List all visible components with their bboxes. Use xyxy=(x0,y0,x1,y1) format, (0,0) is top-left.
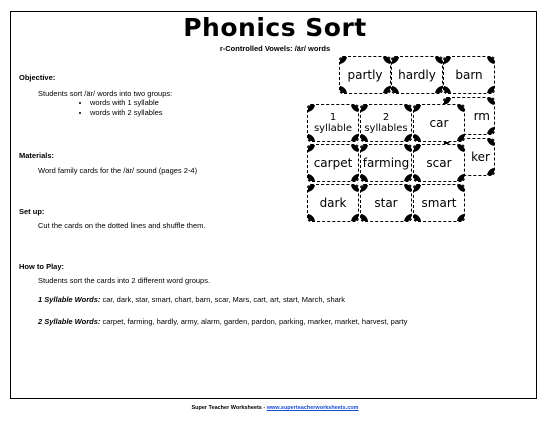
card-partial-marker: ker xyxy=(443,138,495,176)
card-car: car xyxy=(413,104,465,142)
materials-text: Word family cards for the /är/ sound (pages 2-4) xyxy=(38,166,198,175)
bullet-one-syllable: • words with 1 syllable xyxy=(90,98,163,108)
setup-heading: Set up: xyxy=(19,207,45,216)
objective-heading: Objective: xyxy=(19,73,56,82)
objective-bullets xyxy=(80,98,163,117)
bullet-two-syllables: • words with 2 syllables xyxy=(90,108,163,118)
page-title: Phonics Sort xyxy=(183,13,367,42)
card-2-syllables: 2 syllables xyxy=(360,104,412,142)
card-carpet: carpet xyxy=(307,144,359,182)
materials-heading: Materials: xyxy=(19,151,55,160)
objective-text: Students sort /är/ words into two groups: xyxy=(38,89,173,98)
one-syllable-words xyxy=(38,295,345,304)
card-partial-arm: rm xyxy=(443,97,495,135)
setup-text: Cut the cards on the dotted lines and shuffle them. xyxy=(38,221,206,230)
footer xyxy=(0,405,550,411)
card-farming: farming xyxy=(360,144,412,182)
card-dark: dark xyxy=(307,184,359,222)
howto-heading: How to Play: xyxy=(19,262,65,271)
card-partly: partly xyxy=(339,56,391,94)
page-subtitle: r-Controlled Vowels: /är/ words xyxy=(219,44,331,53)
card-barn: barn xyxy=(443,56,495,94)
one-syllable-list: car, dark, star, smart, chart, barn, scar, Mars, cart, art, start, March, shark xyxy=(102,295,346,304)
two-syllable-list: carpet, farming, hardly, army, alarm, garden, pardon, parking, marker, market, harvest, party xyxy=(102,317,408,326)
howto-text: Students sort the cards into 2 different word groups. xyxy=(38,276,211,285)
card-scar: scar xyxy=(413,144,465,182)
one-syllable-label: 1 Syllable Words: xyxy=(38,295,101,304)
card-hardly: hardly xyxy=(391,56,443,94)
footer-link[interactable]: www.superteacherworksheets.com xyxy=(266,405,359,411)
two-syllable-label: 2 Syllable Words: xyxy=(38,317,101,326)
card-1-syllable: 1 syllable xyxy=(307,104,359,142)
card-smart: smart xyxy=(413,184,465,222)
footer-text: Super Teacher Worksheets - xyxy=(191,405,267,411)
two-syllable-words xyxy=(38,317,407,326)
card-star: star xyxy=(360,184,412,222)
